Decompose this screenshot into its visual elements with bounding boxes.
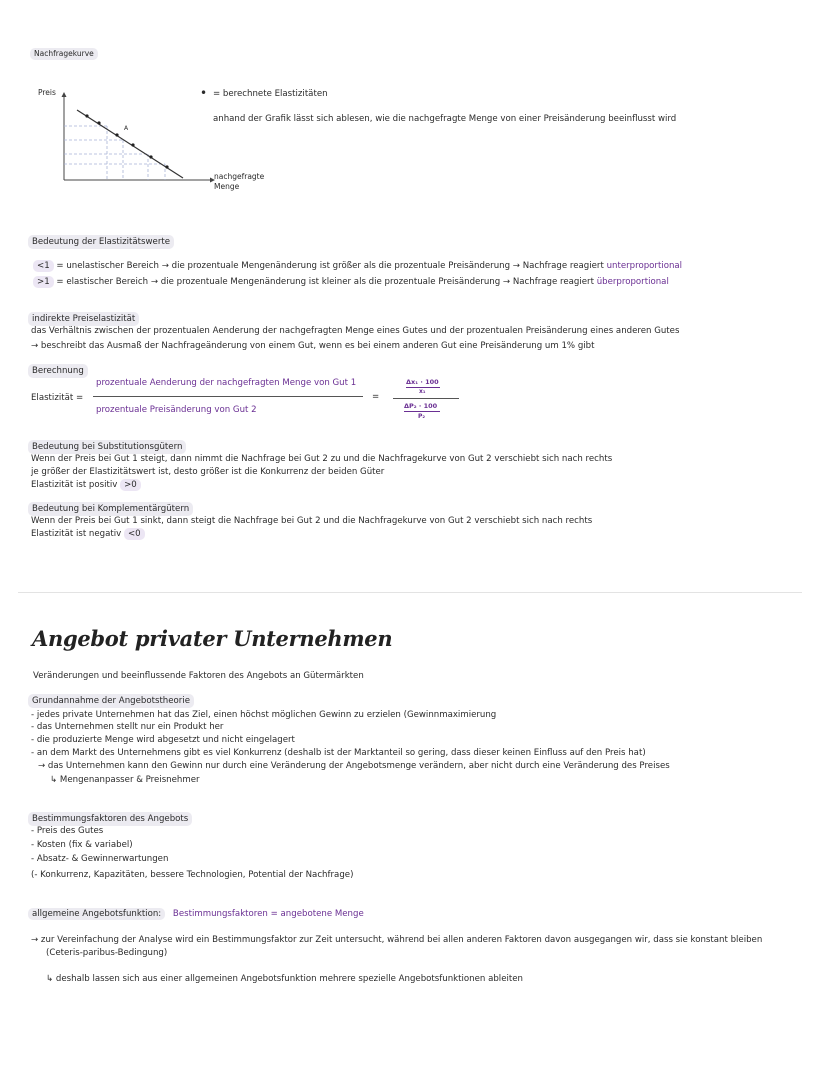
elasticity-point (131, 143, 134, 146)
section-heading-substitutes: Bedeutung bei Substitutionsgütern (28, 440, 186, 454)
supply-theory-item: - die produzierte Menge wird abgesetzt und nicht eingelagert (31, 735, 295, 745)
axis-label-quantity-2: Menge (214, 182, 240, 191)
supply-factor-item: - Absatz- & Gewinnerwartungen (31, 854, 169, 864)
page-divider (18, 592, 802, 593)
formula-label: Elastizität = (31, 393, 84, 403)
supply-theory-item: - jedes private Unternehmen hat das Ziel, einen höchst möglichen Gewinn zu erzielen (Gewinnmaximierung (31, 710, 497, 720)
row2-emphasis: überproportional (596, 277, 669, 287)
tag-less-than-one: <1 (33, 260, 54, 272)
supply-function-line2: (Ceteris-paribus-Bedingung) (46, 948, 168, 958)
point-label-a: A (124, 125, 129, 132)
elasticity-row-2 (33, 276, 669, 288)
formula-numerator: prozentuale Aenderung der nachgefragten Menge von Gut 1 (96, 378, 357, 388)
symbolic-top-sub: x₁ (419, 388, 426, 395)
supply-theory-item: - an dem Markt des Unternehmens gibt es viel Konkurrenz (deshalb ist der Marktanteil so gering, dass dieser keinen Einfluss auf den Preis hat) (31, 748, 646, 758)
elasticity-point (149, 155, 152, 158)
symbolic-bottom-line (404, 411, 440, 412)
supply-theory-item: → das Unternehmen kann den Gewinn nur durch eine Veränderung der Angebotsmenge verändern, aber nicht durch eine Veränderung des Preises (38, 761, 670, 771)
supply-factor-item: - Preis des Gutes (31, 826, 104, 836)
supply-factor-item: - Kosten (fix & variabel) (31, 840, 133, 850)
symbolic-bottom-sub: P₂ (418, 413, 426, 420)
substitutes-line1: Wenn der Preis bei Gut 1 steigt, dann nimmt die Nachfrage bei Gut 2 zu und die Nachfragekurve von Gut 2 verschiebt sich nach rechts (31, 454, 613, 464)
supply-factor-item: (- Konkurrenz, Kapazitäten, bessere Technologien, Potential der Nachfrage) (31, 870, 354, 880)
elasticity-row-1 (33, 260, 682, 272)
row1-text: = unelastischer Bereich → die prozentuale Mengenänderung ist größer als die prozentuale Preisänderung → Nachfrage reagiert (53, 261, 607, 271)
axis-label-price: Preis (38, 88, 56, 97)
legend-text: = berechnete Elastizitäten (213, 89, 328, 99)
row2-text: = elastischer Bereich → die prozentuale Mengenänderung ist kleiner als die prozentuale Preisänderung → Nachfrage reagiert (53, 277, 597, 287)
elasticity-point (165, 165, 168, 168)
section-heading-indirect-elasticity: indirekte Preiselastizität (28, 312, 139, 326)
complements-line1: Wenn der Preis bei Gut 1 sinkt, dann steigt die Nachfrage bei Gut 2 und die Nachfragekurve von Gut 2 verschiebt sich nach rechts (31, 516, 593, 526)
symbolic-bottom: ΔP₂ · 100 (404, 402, 438, 410)
symbolic-main-line (393, 398, 459, 399)
substitutes-line2: je größer der Elastizitätswert ist, desto größer ist die Konkurrenz der beiden Güter (31, 467, 385, 477)
tag-negative: <0 (124, 528, 145, 540)
indirect-elasticity-line2: → beschreibt das Ausmaß der Nachfrageänderung von einem Gut, wenn es bei einem anderen Gut eine Preisänderung um 1% gibt (31, 341, 595, 351)
supply-function-line3: ↳ deshalb lassen sich aus einer allgemeinen Angebotsfunktion mehrere spezielle Angebotsfunktionen ableiten (46, 974, 523, 984)
row1-emphasis: unterproportional (606, 261, 683, 271)
legend-dot-icon: • (200, 86, 208, 100)
y-axis-arrow-icon (62, 92, 67, 97)
section-heading-supply-function: allgemeine Angebotsfunktion: (28, 908, 165, 920)
formula-equals: = (372, 392, 380, 402)
elasticity-point (115, 133, 118, 136)
substitutes-line3 (31, 479, 141, 491)
demand-curve-svg (55, 92, 215, 184)
symbolic-top: Δx₁ · 100 (406, 378, 439, 386)
formula-fraction-line (93, 396, 363, 397)
section-heading-supply-factors: Bestimmungsfaktoren des Angebots (28, 812, 192, 826)
indirect-elasticity-line1: das Verhältnis zwischen der prozentualen Aenderung der nachgefragten Menge eines Gutes und der prozentualen Preisänderung eines anderen Gutes (31, 326, 680, 336)
supply-function-formula: Bestimmungsfaktoren = angebotene Menge (172, 909, 364, 919)
section-heading-supply-theory: Grundannahme der Angebotstheorie (28, 694, 194, 708)
elasticity-point (85, 114, 88, 117)
complements-sign-text: Elastizität ist negativ (31, 529, 122, 539)
section-heading-calculation: Berechnung (28, 364, 88, 378)
supply-function-row (28, 908, 364, 920)
supply-theory-item: ↳ Mengenanpasser & Preisnehmer (50, 775, 200, 785)
page-subtitle: Veränderungen und beeinflussende Faktoren des Angebots an Gütermärkten (33, 671, 364, 681)
section-heading-elasticity-values: Bedeutung der Elastizitätswerte (28, 235, 174, 249)
supply-theory-item: - das Unternehmen stellt nur ein Produkt her (31, 722, 224, 732)
page-title: Angebot privater Unternehmen (32, 626, 393, 651)
tag-positive: >0 (120, 479, 141, 491)
axis-label-quantity-1: nachgefragte (214, 172, 265, 181)
substitutes-sign-text: Elastizität ist positiv (31, 480, 118, 490)
supply-function-line1: → zur Vereinfachung der Analyse wird ein Bestimmungsfaktor zur Zeit untersucht, während bei allen anderen Faktoren davon ausgegangen wir, dass sie konstant bleiben (31, 935, 763, 945)
tag-greater-than-one: >1 (33, 276, 54, 288)
section-heading-complements: Bedeutung bei Komplementärgütern (28, 502, 193, 516)
formula-denominator: prozentuale Preisänderung von Gut 2 (96, 405, 257, 415)
elasticity-point (97, 121, 100, 124)
complements-line2 (31, 528, 145, 540)
section-heading-nachfragekurve: Nachfragekurve (30, 48, 98, 60)
graph-description: anhand der Grafik lässt sich ablesen, wie die nachgefragte Menge von einer Preisänderung beeinflusst wird (213, 114, 677, 124)
